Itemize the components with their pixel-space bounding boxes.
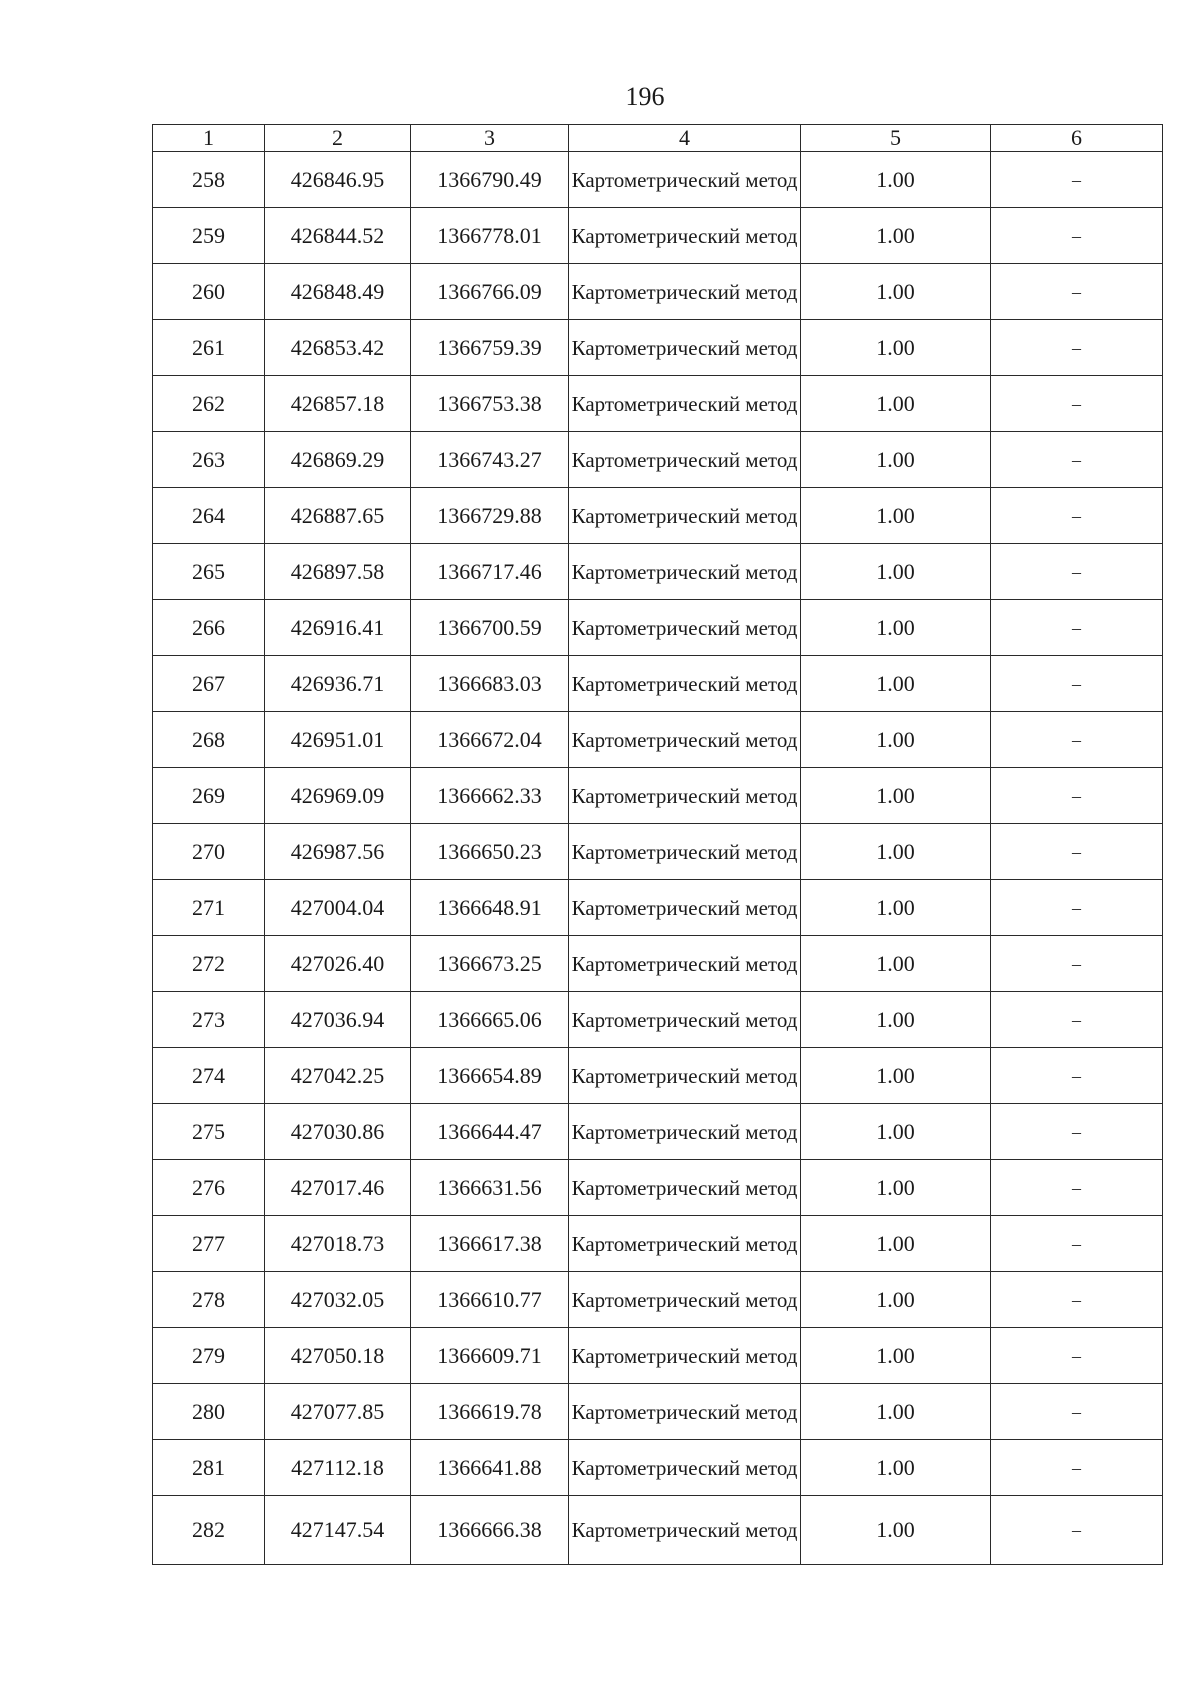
point-number-cell: 259: [153, 208, 265, 264]
note-cell: –: [991, 1104, 1163, 1160]
y-coordinate-cell: 1366631.56: [411, 1160, 569, 1216]
table-row: [153, 208, 1163, 264]
y-coordinate-cell: 1366790.49: [411, 152, 569, 208]
method-cell: Картометрический метод: [569, 488, 801, 544]
table-row: [153, 376, 1163, 432]
method-cell: Картометрический метод: [569, 1160, 801, 1216]
note-cell: –: [991, 1216, 1163, 1272]
table-row: [153, 1384, 1163, 1440]
x-coordinate-cell: 426857.18: [265, 376, 411, 432]
method-cell: Картометрический метод: [569, 1272, 801, 1328]
table-row: [153, 1160, 1163, 1216]
method-cell: Картометрический метод: [569, 1440, 801, 1496]
header-col-3: 3: [411, 125, 569, 152]
note-cell: –: [991, 1496, 1163, 1565]
note-cell: –: [991, 768, 1163, 824]
note-cell: –: [991, 656, 1163, 712]
method-cell: Картометрический метод: [569, 1104, 801, 1160]
note-cell: –: [991, 880, 1163, 936]
table-row: [153, 1440, 1163, 1496]
table-row: [153, 1104, 1163, 1160]
x-coordinate-cell: 426969.09: [265, 768, 411, 824]
error-cell: 1.00: [801, 992, 991, 1048]
method-cell: Картометрический метод: [569, 936, 801, 992]
error-cell: 1.00: [801, 936, 991, 992]
table-row: [153, 320, 1163, 376]
note-cell: –: [991, 488, 1163, 544]
point-number-cell: 261: [153, 320, 265, 376]
y-coordinate-cell: 1366673.25: [411, 936, 569, 992]
point-number-cell: 274: [153, 1048, 265, 1104]
method-cell: Картометрический метод: [569, 1216, 801, 1272]
x-coordinate-cell: 427018.73: [265, 1216, 411, 1272]
y-coordinate-cell: 1366753.38: [411, 376, 569, 432]
note-cell: –: [991, 1440, 1163, 1496]
header-row: [153, 125, 1163, 152]
error-cell: 1.00: [801, 320, 991, 376]
x-coordinate-cell: 427004.04: [265, 880, 411, 936]
note-cell: –: [991, 1328, 1163, 1384]
x-coordinate-cell: 426916.41: [265, 600, 411, 656]
error-cell: 1.00: [801, 1272, 991, 1328]
coordinates-table: [152, 124, 1163, 1565]
note-cell: –: [991, 1048, 1163, 1104]
y-coordinate-cell: 1366644.47: [411, 1104, 569, 1160]
table-header: [153, 125, 1163, 152]
error-cell: 1.00: [801, 768, 991, 824]
error-cell: 1.00: [801, 432, 991, 488]
table-row: [153, 264, 1163, 320]
y-coordinate-cell: 1366743.27: [411, 432, 569, 488]
table-row: [153, 544, 1163, 600]
table-row: [153, 712, 1163, 768]
header-col-1: 1: [153, 125, 265, 152]
y-coordinate-cell: 1366717.46: [411, 544, 569, 600]
point-number-cell: 276: [153, 1160, 265, 1216]
x-coordinate-cell: 427112.18: [265, 1440, 411, 1496]
x-coordinate-cell: 426887.65: [265, 488, 411, 544]
method-cell: Картометрический метод: [569, 656, 801, 712]
table-row: [153, 600, 1163, 656]
error-cell: 1.00: [801, 488, 991, 544]
error-cell: 1.00: [801, 1328, 991, 1384]
point-number-cell: 264: [153, 488, 265, 544]
y-coordinate-cell: 1366641.88: [411, 1440, 569, 1496]
x-coordinate-cell: 426846.95: [265, 152, 411, 208]
method-cell: Картометрический метод: [569, 992, 801, 1048]
x-coordinate-cell: 426951.01: [265, 712, 411, 768]
point-number-cell: 260: [153, 264, 265, 320]
y-coordinate-cell: 1366610.77: [411, 1272, 569, 1328]
note-cell: –: [991, 320, 1163, 376]
x-coordinate-cell: 427036.94: [265, 992, 411, 1048]
y-coordinate-cell: 1366665.06: [411, 992, 569, 1048]
header-col-4: 4: [569, 125, 801, 152]
error-cell: 1.00: [801, 880, 991, 936]
table-row: [153, 432, 1163, 488]
method-cell: Картометрический метод: [569, 880, 801, 936]
point-number-cell: 267: [153, 656, 265, 712]
point-number-cell: 266: [153, 600, 265, 656]
x-coordinate-cell: 427026.40: [265, 936, 411, 992]
note-cell: –: [991, 936, 1163, 992]
point-number-cell: 263: [153, 432, 265, 488]
error-cell: 1.00: [801, 1440, 991, 1496]
method-cell: Картометрический метод: [569, 1328, 801, 1384]
table-row: [153, 1272, 1163, 1328]
point-number-cell: 282: [153, 1496, 265, 1565]
point-number-cell: 281: [153, 1440, 265, 1496]
error-cell: 1.00: [801, 1216, 991, 1272]
point-number-cell: 275: [153, 1104, 265, 1160]
table-row: [153, 880, 1163, 936]
error-cell: 1.00: [801, 1160, 991, 1216]
y-coordinate-cell: 1366729.88: [411, 488, 569, 544]
y-coordinate-cell: 1366778.01: [411, 208, 569, 264]
error-cell: 1.00: [801, 656, 991, 712]
table-row: [153, 768, 1163, 824]
table-row: [153, 1216, 1163, 1272]
note-cell: –: [991, 824, 1163, 880]
y-coordinate-cell: 1366666.38: [411, 1496, 569, 1565]
note-cell: –: [991, 712, 1163, 768]
note-cell: –: [991, 1160, 1163, 1216]
point-number-cell: 270: [153, 824, 265, 880]
x-coordinate-cell: 427042.25: [265, 1048, 411, 1104]
x-coordinate-cell: 426987.56: [265, 824, 411, 880]
note-cell: –: [991, 544, 1163, 600]
error-cell: 1.00: [801, 152, 991, 208]
x-coordinate-cell: 427017.46: [265, 1160, 411, 1216]
method-cell: Картометрический метод: [569, 824, 801, 880]
table-row: [153, 1048, 1163, 1104]
method-cell: Картометрический метод: [569, 1384, 801, 1440]
table-row: [153, 152, 1163, 208]
note-cell: –: [991, 1272, 1163, 1328]
y-coordinate-cell: 1366672.04: [411, 712, 569, 768]
x-coordinate-cell: 427147.54: [265, 1496, 411, 1565]
table-row: [153, 936, 1163, 992]
method-cell: Картометрический метод: [569, 208, 801, 264]
x-coordinate-cell: 426844.52: [265, 208, 411, 264]
y-coordinate-cell: 1366759.39: [411, 320, 569, 376]
note-cell: –: [991, 992, 1163, 1048]
x-coordinate-cell: 427050.18: [265, 1328, 411, 1384]
method-cell: Картометрический метод: [569, 600, 801, 656]
note-cell: –: [991, 432, 1163, 488]
x-coordinate-cell: 427030.86: [265, 1104, 411, 1160]
x-coordinate-cell: 426936.71: [265, 656, 411, 712]
point-number-cell: 277: [153, 1216, 265, 1272]
method-cell: Картометрический метод: [569, 320, 801, 376]
point-number-cell: 271: [153, 880, 265, 936]
note-cell: –: [991, 264, 1163, 320]
table-row: [153, 824, 1163, 880]
x-coordinate-cell: 427077.85: [265, 1384, 411, 1440]
point-number-cell: 258: [153, 152, 265, 208]
method-cell: Картометрический метод: [569, 152, 801, 208]
y-coordinate-cell: 1366700.59: [411, 600, 569, 656]
error-cell: 1.00: [801, 824, 991, 880]
error-cell: 1.00: [801, 1384, 991, 1440]
y-coordinate-cell: 1366619.78: [411, 1384, 569, 1440]
method-cell: Картометрический метод: [569, 432, 801, 488]
x-coordinate-cell: 426853.42: [265, 320, 411, 376]
y-coordinate-cell: 1366609.71: [411, 1328, 569, 1384]
x-coordinate-cell: 426869.29: [265, 432, 411, 488]
table-row: [153, 992, 1163, 1048]
y-coordinate-cell: 1366650.23: [411, 824, 569, 880]
point-number-cell: 279: [153, 1328, 265, 1384]
error-cell: 1.00: [801, 1104, 991, 1160]
header-col-5: 5: [801, 125, 991, 152]
note-cell: –: [991, 208, 1163, 264]
method-cell: Картометрический метод: [569, 1048, 801, 1104]
method-cell: Картометрический метод: [569, 1496, 801, 1565]
header-col-2: 2: [265, 125, 411, 152]
x-coordinate-cell: 426897.58: [265, 544, 411, 600]
error-cell: 1.00: [801, 544, 991, 600]
error-cell: 1.00: [801, 376, 991, 432]
y-coordinate-cell: 1366648.91: [411, 880, 569, 936]
point-number-cell: 272: [153, 936, 265, 992]
point-number-cell: 273: [153, 992, 265, 1048]
error-cell: 1.00: [801, 1496, 991, 1565]
note-cell: –: [991, 1384, 1163, 1440]
error-cell: 1.00: [801, 1048, 991, 1104]
y-coordinate-cell: 1366662.33: [411, 768, 569, 824]
table-row: [153, 1496, 1163, 1565]
note-cell: –: [991, 600, 1163, 656]
method-cell: Картометрический метод: [569, 768, 801, 824]
point-number-cell: 265: [153, 544, 265, 600]
point-number-cell: 269: [153, 768, 265, 824]
error-cell: 1.00: [801, 208, 991, 264]
point-number-cell: 262: [153, 376, 265, 432]
point-number-cell: 268: [153, 712, 265, 768]
note-cell: –: [991, 152, 1163, 208]
table-row: [153, 1328, 1163, 1384]
method-cell: Картометрический метод: [569, 376, 801, 432]
y-coordinate-cell: 1366617.38: [411, 1216, 569, 1272]
error-cell: 1.00: [801, 600, 991, 656]
y-coordinate-cell: 1366683.03: [411, 656, 569, 712]
method-cell: Картометрический метод: [569, 544, 801, 600]
note-cell: –: [991, 376, 1163, 432]
table-body: [153, 152, 1163, 1565]
point-number-cell: 280: [153, 1384, 265, 1440]
point-number-cell: 278: [153, 1272, 265, 1328]
table-row: [153, 656, 1163, 712]
page-number: 196: [625, 82, 665, 111]
y-coordinate-cell: 1366766.09: [411, 264, 569, 320]
y-coordinate-cell: 1366654.89: [411, 1048, 569, 1104]
error-cell: 1.00: [801, 264, 991, 320]
method-cell: Картометрический метод: [569, 712, 801, 768]
header-col-6: 6: [991, 125, 1163, 152]
x-coordinate-cell: 426848.49: [265, 264, 411, 320]
table-row: [153, 488, 1163, 544]
x-coordinate-cell: 427032.05: [265, 1272, 411, 1328]
error-cell: 1.00: [801, 712, 991, 768]
method-cell: Картометрический метод: [569, 264, 801, 320]
